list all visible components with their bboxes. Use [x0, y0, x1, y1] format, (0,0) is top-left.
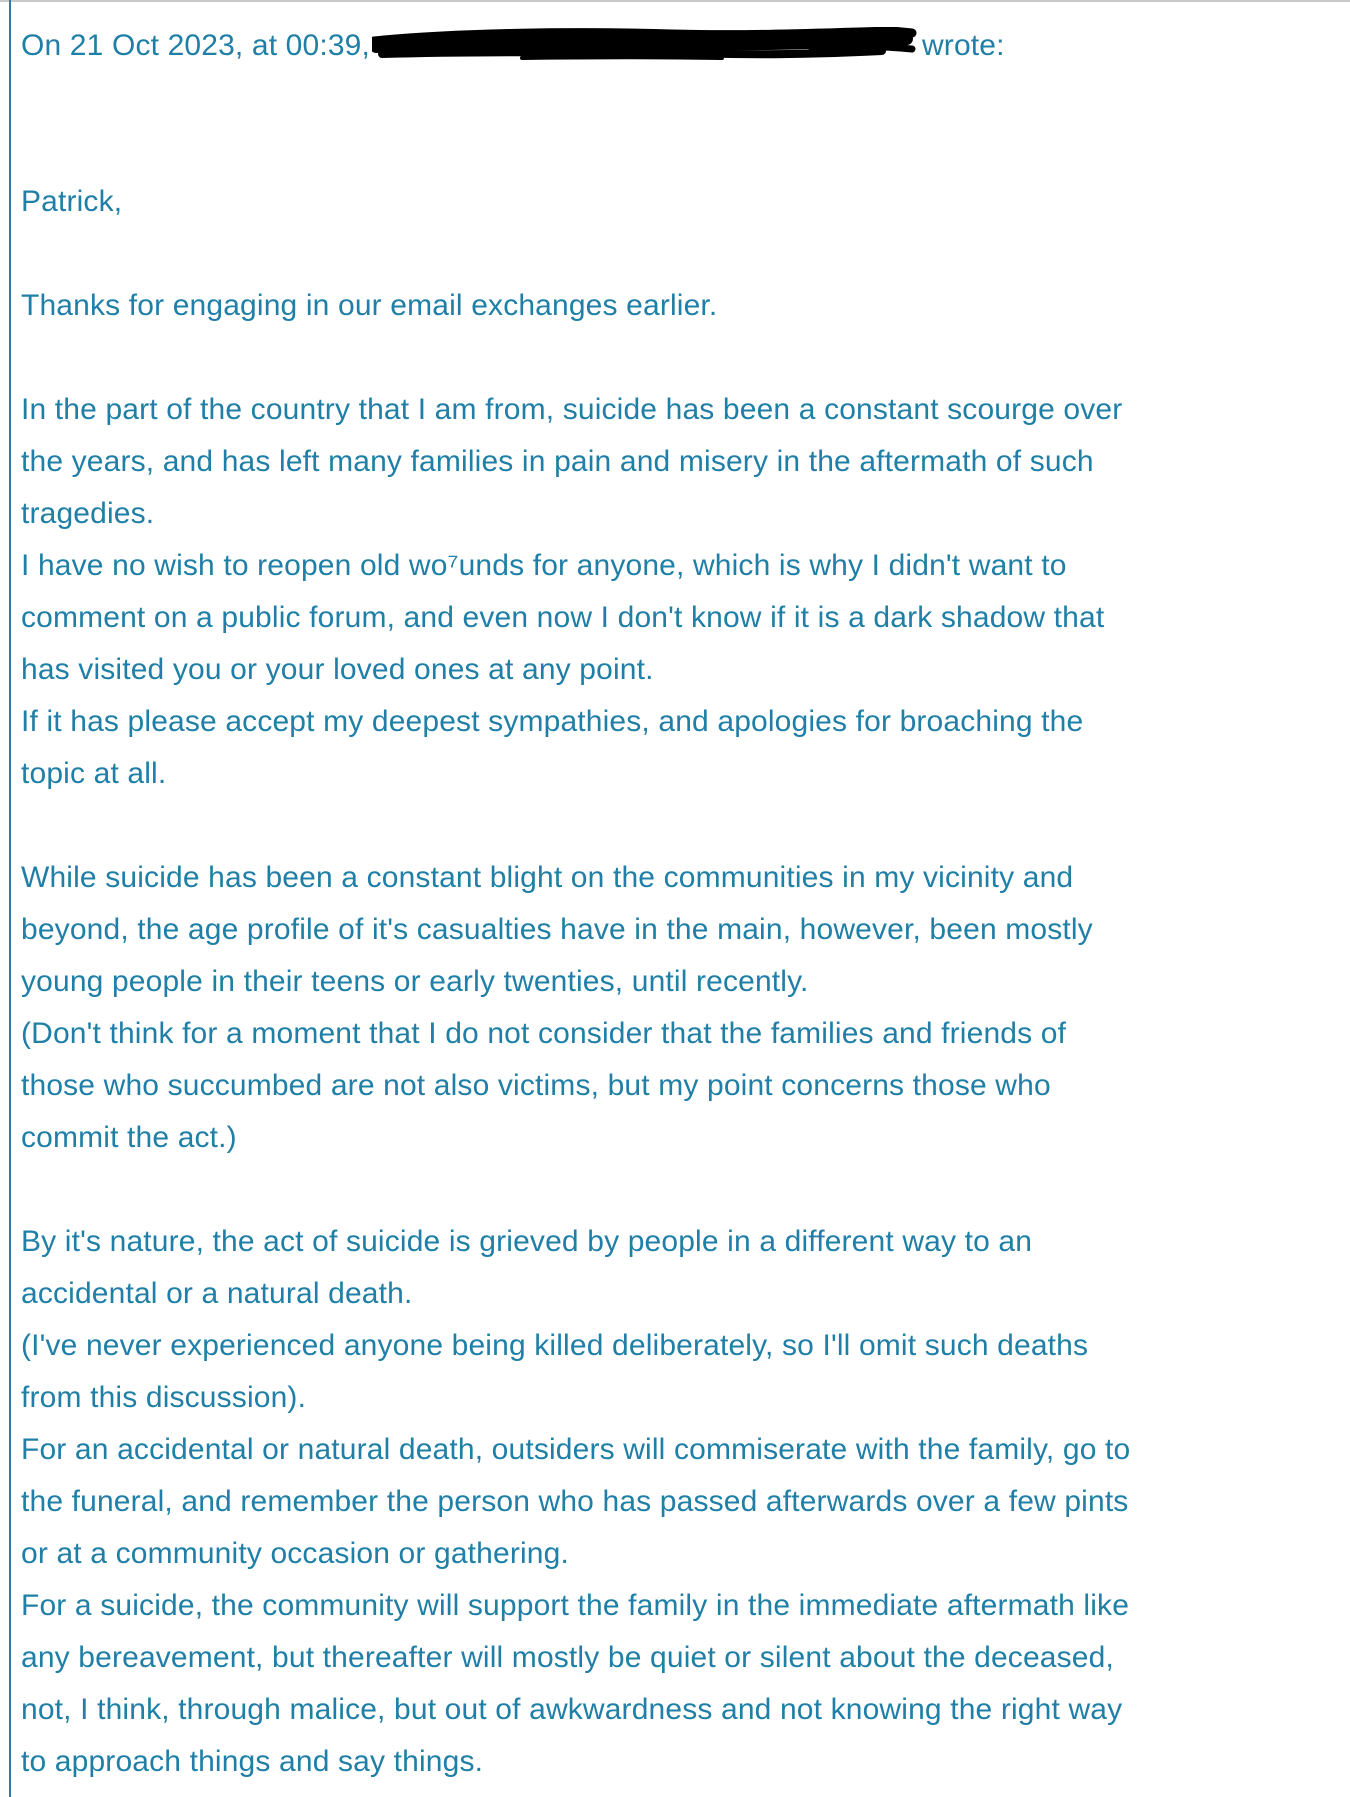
body-line: (Don't think for a moment that I do not consider that the families and friends of [21, 1017, 1067, 1050]
body-line: the years, and has left many families in pain and misery in the aftermath of such [21, 445, 1094, 478]
body-line: from this discussion). [21, 1381, 307, 1414]
body-line: If it has please accept my deepest sympathies, and apologies for broaching the [21, 705, 1084, 738]
body-line: any bereavement, but thereafter will mostly be quiet or silent about the deceased, [21, 1641, 1114, 1674]
body-line: topic at all. [21, 757, 167, 790]
body-line: those who succumbed are not also victims, but my point concerns those who [21, 1069, 1051, 1102]
redacted-sender-scribble [372, 27, 920, 63]
body-line: young people in their teens or early twenties, until recently. [21, 965, 809, 998]
body-line: not, I think, through malice, but out of awkwardness and not knowing the right way [21, 1693, 1123, 1726]
body-line: I have no wish to reopen old wo⁷unds for anyone, which is why I didn't want to [21, 549, 1067, 582]
spacer [21, 1164, 1341, 1216]
body-line: accidental or a natural death. [21, 1277, 413, 1310]
body-line: beyond, the age profile of it's casualties have in the main, however, been mostly [21, 913, 1093, 946]
body-line: tragedies. [21, 497, 155, 530]
body-line: For a suicide, the community will support the family in the immediate aftermath like [21, 1589, 1130, 1622]
spacer [21, 228, 1341, 280]
greeting-line: Patrick, [21, 185, 123, 218]
quote-header-date: On 21 Oct 2023, at 00:39, [21, 29, 370, 62]
spacer [21, 72, 1341, 124]
body-line: While suicide has been a constant blight on the communities in my vicinity and [21, 861, 1074, 894]
spacer [21, 124, 1341, 176]
body-line: has visited you or your loved ones at any point. [21, 653, 654, 686]
spacer [21, 800, 1341, 852]
body-line: the funeral, and remember the person who has passed afterwards over a few pints [21, 1485, 1129, 1518]
quote-header [21, 20, 1341, 72]
spacer [21, 332, 1341, 384]
quoted-email-block [9, 0, 1341, 1797]
body-line: to approach things and say things. [21, 1745, 484, 1778]
body-line: comment on a public forum, and even now I don't know if it is a dark shadow that [21, 601, 1105, 634]
body-line: By it's nature, the act of suicide is grieved by people in a different way to an [21, 1225, 1033, 1258]
body-line: commit the act.) [21, 1121, 237, 1154]
quote-header-wrote: wrote: [921, 29, 1005, 62]
body-line: (I've never experienced anyone being killed deliberately, so I'll omit such deaths [21, 1329, 1089, 1362]
body-line: or at a community occasion or gathering. [21, 1537, 569, 1570]
body-line: For an accidental or natural death, outsiders will commiserate with the family, go to [21, 1433, 1131, 1466]
body-line: Thanks for engaging in our email exchanges earlier. [21, 289, 718, 322]
body-line: In the part of the country that I am from, suicide has been a constant scourge over [21, 393, 1123, 426]
